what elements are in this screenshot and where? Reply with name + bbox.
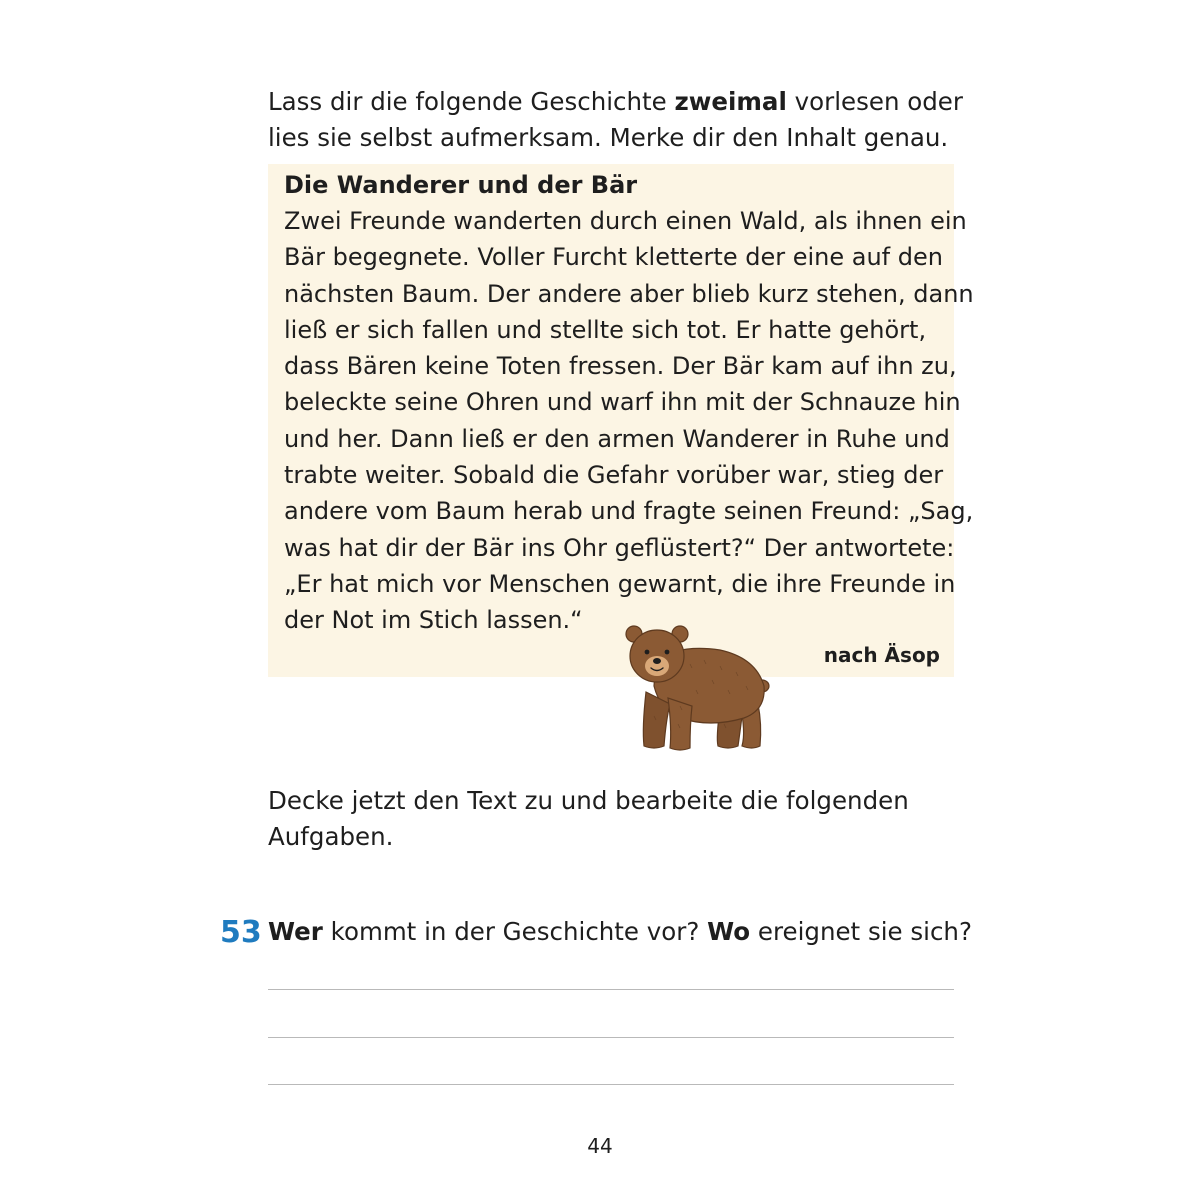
story-line: ließ er sich fallen und stellte sich tot. Er hatte gehört, <box>284 315 927 344</box>
instruction-line-1: Decke jetzt den Text zu und bearbeite die folgenden <box>268 786 909 815</box>
story-line: der Not im Stich lassen.“ <box>284 606 583 635</box>
story-title: Die Wanderer und der Bär <box>284 171 638 199</box>
story-line: Zwei Freunde wanderten durch einen Wald, als ihnen ein <box>284 207 967 235</box>
question-text: kommt in der Geschichte vor? <box>322 917 708 946</box>
intro-text-part: Lass dir die folgende Geschichte <box>268 87 675 116</box>
page-number: 44 <box>587 1134 613 1158</box>
story-line: dass Bären keine Toten fressen. Der Bär kam auf ihn zu, <box>284 352 957 381</box>
story-line: trabte weiter. Sobald die Gefahr vorüber war, stieg der <box>284 461 944 490</box>
intro-line-2: lies sie selbst aufmerksam. Merke dir den Inhalt genau. <box>268 123 949 152</box>
task-number: 53 <box>220 915 262 950</box>
bear-nose <box>653 658 661 664</box>
story-line: „Er hat mich vor Menschen gewarnt, die ihre Freunde in <box>284 569 956 598</box>
bear-front-leg <box>668 698 692 750</box>
story-text <box>284 203 974 639</box>
intro-emphasis: zweimal <box>674 87 787 116</box>
answer-line[interactable] <box>268 1084 954 1085</box>
story-line: Bär begegnete. Voller Furcht kletterte der eine auf den <box>284 243 943 272</box>
story-line: nächsten Baum. Der andere aber blieb kurz stehen, dann <box>284 279 974 308</box>
task-question <box>268 914 972 950</box>
task-53 <box>220 913 980 953</box>
instruction-line-2: Aufgaben. <box>268 822 394 851</box>
bear-eye <box>645 650 650 655</box>
story-line: und her. Dann ließ er den armen Wanderer in Ruhe und <box>284 424 950 453</box>
question-keyword-who: Wer <box>268 917 323 946</box>
story-source: nach Äsop <box>823 643 940 667</box>
question-text: ereignet sie sich? <box>750 917 972 946</box>
bear-eye <box>665 650 670 655</box>
question-keyword-where: Wo <box>707 917 751 946</box>
story-line: beleckte seine Ohren und warf ihn mit der Schnauze hin <box>284 388 961 417</box>
intro-line-1 <box>268 84 968 120</box>
story-box <box>268 164 974 677</box>
bear-illustration-icon <box>620 620 775 755</box>
intro-text-part: vorlesen oder <box>786 87 963 116</box>
instruction-text <box>268 783 968 855</box>
answer-line[interactable] <box>268 1037 954 1038</box>
answer-line[interactable] <box>268 989 954 990</box>
story-line: andere vom Baum herab und fragte seinen Freund: „Sag, <box>284 497 974 526</box>
story-line: was hat dir der Bär ins Ohr geflüstert?“ Der antwortete: <box>284 533 955 562</box>
intro-text <box>268 84 968 156</box>
